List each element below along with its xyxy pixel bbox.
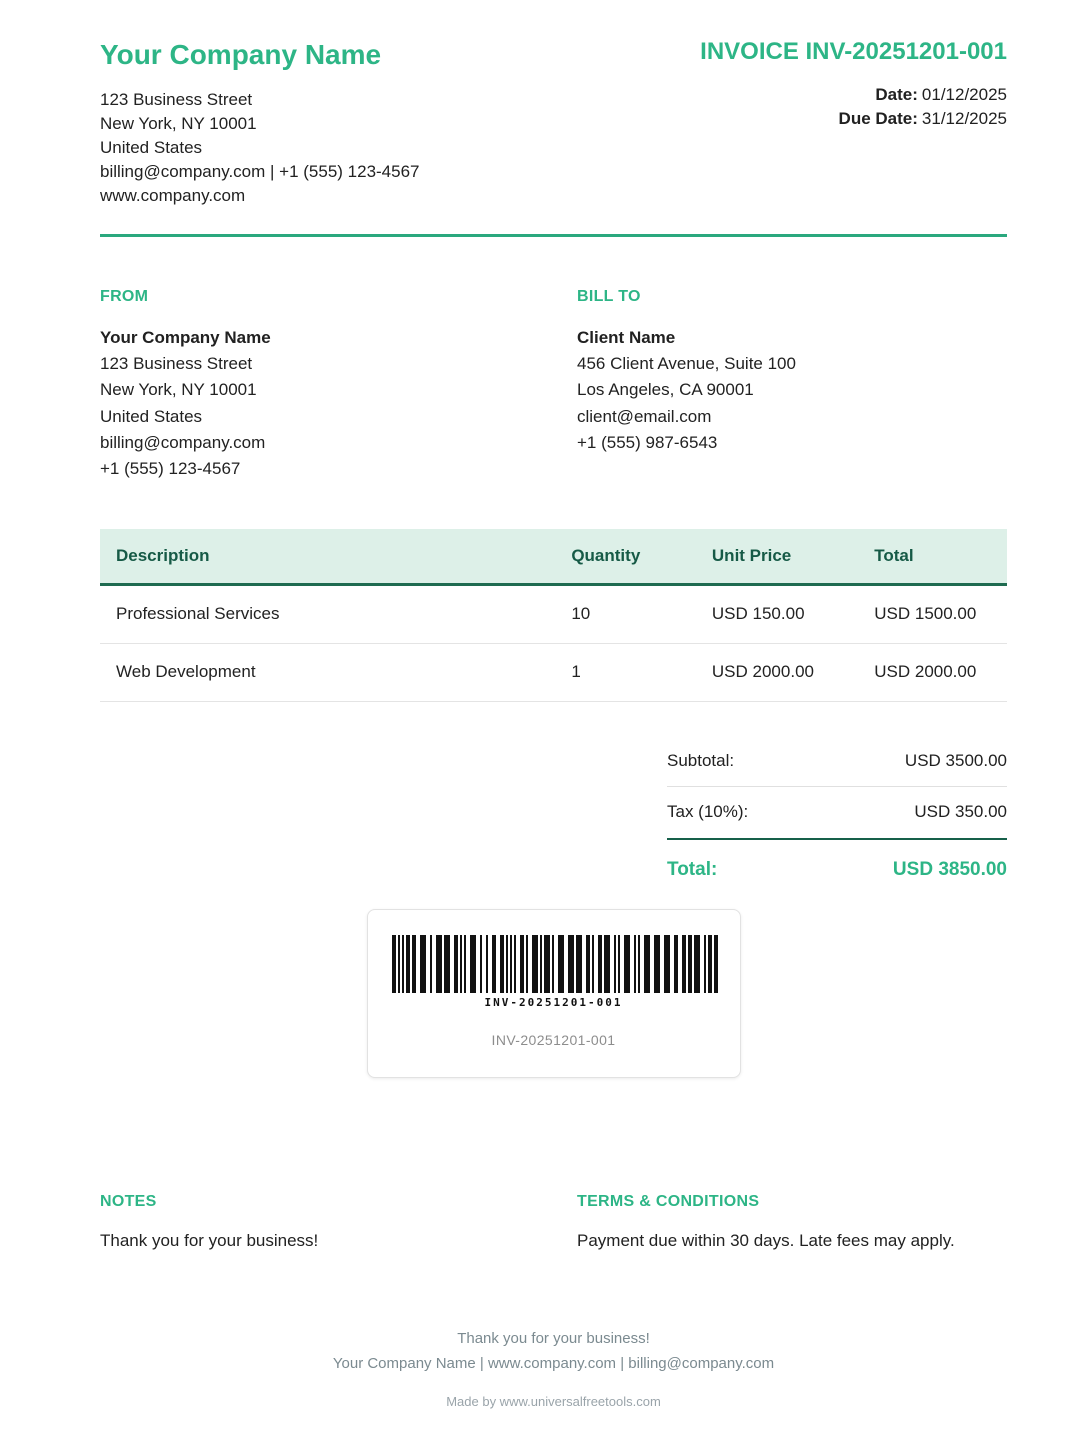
from-line: New York, NY 10001: [100, 380, 257, 400]
barcode-caption: INV-20251201-001: [491, 1032, 616, 1049]
company-address-line: 123 Business Street: [100, 89, 253, 109]
company-address-line: United States: [100, 137, 203, 157]
invoice-number-title: INVOICE INV-20251201-001: [700, 38, 1007, 65]
cell-description: Professional Services: [100, 585, 555, 644]
invoice-date-row: [700, 83, 1007, 107]
barcode-image: [392, 935, 718, 993]
invoice-meta-block: [700, 38, 1007, 131]
subtotal-value: USD 3500.00: [904, 750, 1007, 770]
line-items-table: [100, 529, 1007, 702]
company-address-line: billing@company.com | +1 (555) 123-4567: [100, 161, 420, 181]
cell-unit-price: USD 2000.00: [696, 644, 858, 702]
company-block: [100, 38, 420, 208]
footer-credit: Made by www.universalfreetools.com: [446, 1393, 661, 1409]
footer-contact: Your Company Name | www.company.com | billing@company.com: [332, 1355, 775, 1373]
grand-total-row: [667, 840, 1007, 897]
cell-total: USD 1500.00: [858, 585, 1007, 644]
from-line: 123 Business Street: [100, 354, 253, 374]
cell-total: USD 2000.00: [858, 644, 1007, 702]
grand-total-value: USD 3850.00: [892, 858, 1007, 880]
cell-description: Web Development: [100, 644, 555, 702]
bill-to-line: 456 Client Avenue, Suite 100: [577, 354, 796, 374]
tax-label: Tax (10%):: [667, 802, 749, 822]
from-line: +1 (555) 123-4567: [100, 459, 241, 479]
table-row: [100, 644, 1007, 702]
invoice-due-date-row: [700, 107, 1007, 131]
cell-unit-price: USD 150.00: [696, 585, 858, 644]
company-name: Your Company Name: [100, 39, 382, 70]
terms-heading: TERMS & CONDITIONS: [577, 1192, 760, 1210]
column-header-description: Description: [100, 529, 555, 585]
company-address-line: www.company.com: [100, 186, 246, 206]
bill-to-line: Los Angeles, CA 90001: [577, 380, 754, 400]
invoice-dates: [700, 83, 1007, 131]
date-value: 01/12/2025: [921, 84, 1007, 104]
column-header-quantity: Quantity: [555, 529, 696, 585]
column-header-unit-price: Unit Price: [696, 529, 858, 585]
header-row: [100, 529, 1007, 585]
from-heading: FROM: [100, 288, 149, 306]
subtotal-row: [667, 736, 1007, 788]
line-items-header: [100, 529, 1007, 585]
bill-to-line: client@email.com: [577, 406, 712, 426]
notes-terms-section: [100, 1190, 1007, 1254]
terms-block: [577, 1190, 1007, 1254]
from-lines: [100, 351, 577, 483]
from-name: Your Company Name: [100, 328, 271, 348]
tax-row: [667, 787, 1007, 840]
parties-section: [100, 285, 1007, 483]
company-address-line: New York, NY 10001: [100, 113, 257, 133]
from-block: [100, 285, 577, 483]
tax-value: USD 350.00: [914, 802, 1007, 822]
cell-quantity: 10: [555, 585, 696, 644]
bill-to-line: +1 (555) 987-6543: [577, 433, 718, 453]
notes-block: [100, 1190, 577, 1254]
bill-to-block: [577, 285, 1007, 483]
from-line: United States: [100, 406, 203, 426]
date-label: Date:: [875, 84, 918, 104]
due-date-label: Due Date:: [838, 108, 918, 128]
bill-to-heading: BILL TO: [577, 288, 641, 306]
notes-heading: NOTES: [100, 1192, 157, 1210]
grand-total-label: Total:: [667, 858, 718, 880]
bill-to-name: Client Name: [577, 328, 676, 348]
from-line: billing@company.com: [100, 433, 266, 453]
line-items-body: [100, 585, 1007, 701]
subtotal-label: Subtotal:: [667, 750, 735, 770]
terms-text: Payment due within 30 days. Late fees may apply.: [577, 1230, 955, 1250]
cell-quantity: 1: [555, 644, 696, 702]
barcode-card: [367, 909, 741, 1078]
due-date-value: 31/12/2025: [921, 108, 1007, 128]
table-row: [100, 585, 1007, 644]
company-address: [100, 88, 420, 209]
invoice-header: [100, 38, 1007, 208]
barcode-value-text: INV-20251201-001: [484, 995, 623, 1009]
page-footer: [100, 1326, 1007, 1413]
notes-text: Thank you for your business!: [100, 1230, 319, 1250]
column-header-total: Total: [858, 529, 1007, 585]
header-divider: [100, 234, 1007, 237]
totals-section: [667, 736, 1007, 897]
footer-thanks: Thank you for your business!: [457, 1329, 650, 1347]
bill-to-lines: [577, 351, 1007, 456]
